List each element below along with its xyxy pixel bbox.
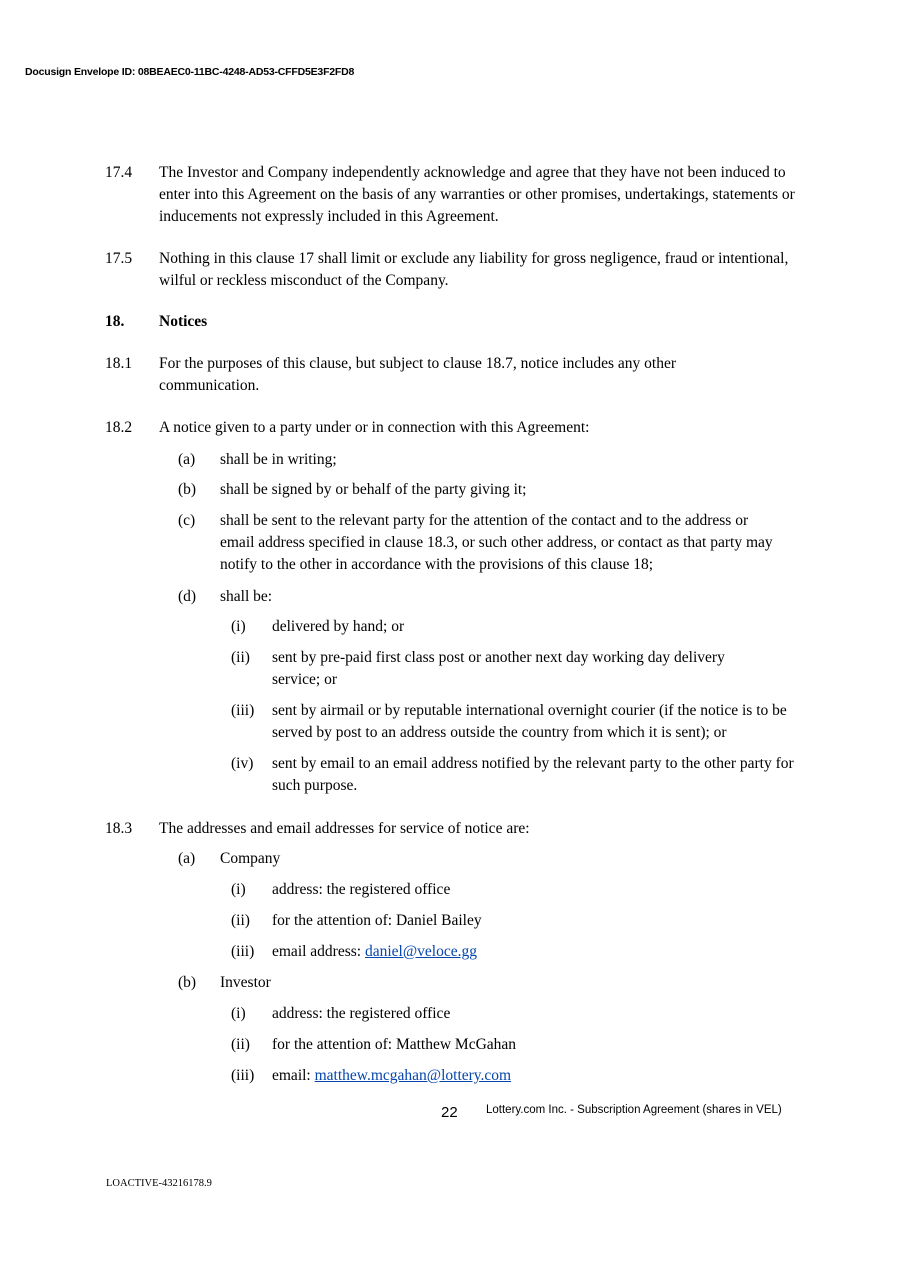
- item-text: shall be sent to the relevant party for the attention of the contact and to the address or email address specified in clause 18.3, or such other address, or contact as that party may notify to the other in accordance with the provisions of this clause 18;: [220, 512, 773, 573]
- subitem-text: sent by pre-paid first class post or another next day working day delivery service; or: [272, 649, 725, 688]
- clause-text: The Investor and Company independently acknowledge and agree that they have not been induced to enter into this Agreement on the basis of any warranties or other promises, undertakings, statements or inducements not expressly included in this Agreement.: [159, 164, 795, 225]
- subitem-label: (i): [231, 1005, 246, 1022]
- subitem-label: (ii): [231, 649, 250, 666]
- subitem-text: delivered by hand; or: [272, 618, 405, 635]
- subitem-text: sent by airmail or by reputable international overnight courier (if the notice is to be served by post to an address outside the country from which it is sent); or: [272, 702, 787, 741]
- subitem-text: [272, 1065, 812, 1087]
- item-text: shall be signed by or behalf of the party giving it;: [220, 481, 527, 498]
- item-label: (c): [178, 512, 196, 529]
- clause-text: The addresses and email addresses for service of notice are:: [159, 820, 530, 837]
- investor-email-link[interactable]: matthew.mcgahan@lottery.com: [314, 1067, 512, 1084]
- subitem-label: (iii): [231, 943, 255, 960]
- section-title: Notices: [159, 313, 208, 330]
- subitem-label: (i): [231, 618, 246, 635]
- subitem-label: (iii): [231, 1067, 255, 1084]
- subitem-text: for the attention of: Matthew McGahan: [272, 1036, 517, 1053]
- subitem-text: sent by email to an email address notified by the relevant party to the other party for such purpose.: [272, 755, 794, 794]
- document-reference: LOACTIVE-43216178.9: [106, 1178, 212, 1189]
- page-number: 22: [441, 1104, 458, 1121]
- email-prefix: email address:: [272, 943, 365, 960]
- item-label: (a): [178, 451, 196, 468]
- item-text: Investor: [220, 974, 271, 991]
- docusign-envelope-id: Docusign Envelope ID: 08BEAEC0-11BC-4248-AD53-CFFD5E3F2FD8: [25, 66, 355, 78]
- item-label: (b): [178, 481, 197, 498]
- email-prefix: email:: [272, 1067, 315, 1084]
- subitem-text: for the attention of: Daniel Bailey: [272, 912, 482, 929]
- clause-number: 17.4: [105, 164, 133, 181]
- clause-text: A notice given to a party under or in connection with this Agreement:: [159, 419, 590, 436]
- subitem-text: [272, 941, 812, 963]
- subitem-label: (ii): [231, 912, 250, 929]
- item-text: shall be in writing;: [220, 451, 337, 468]
- clause-number: 18.1: [105, 355, 133, 372]
- subitem-text: address: the registered office: [272, 881, 451, 898]
- subitem-label: (iv): [231, 755, 254, 772]
- item-label: (b): [178, 974, 197, 991]
- item-label: (a): [178, 850, 196, 867]
- subitem-label: (ii): [231, 1036, 250, 1053]
- section-number: 18.: [105, 313, 125, 330]
- clause-text: For the purposes of this clause, but subject to clause 18.7, notice includes any other communication.: [159, 355, 676, 394]
- company-email-link[interactable]: daniel@veloce.gg: [364, 943, 477, 960]
- item-text: Company: [220, 850, 281, 867]
- item-label: (d): [178, 588, 197, 605]
- subitem-text: address: the registered office: [272, 1005, 451, 1022]
- clause-number: 17.5: [105, 250, 133, 267]
- clause-number: 18.3: [105, 820, 133, 837]
- subitem-label: (i): [231, 881, 246, 898]
- clause-number: 18.2: [105, 419, 133, 436]
- subitem-label: (iii): [231, 702, 255, 719]
- item-text: shall be:: [220, 588, 273, 605]
- clause-text: Nothing in this clause 17 shall limit or exclude any liability for gross negligence, fraud or intentional, wilful or reckless misconduct of the Company.: [159, 250, 789, 289]
- footer-document-title: Lottery.com Inc. - Subscription Agreement (shares in VEL): [486, 1104, 782, 1116]
